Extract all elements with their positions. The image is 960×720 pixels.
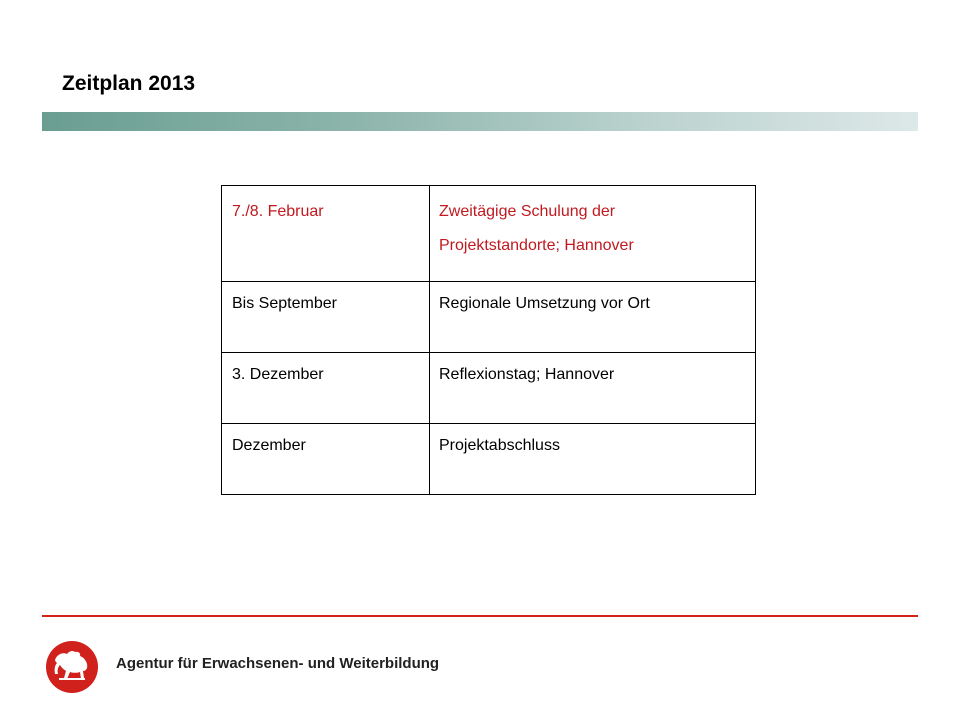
table-row	[222, 424, 756, 495]
table-row	[222, 282, 756, 353]
schedule-description-cell: Reflexionstag; Hannover	[430, 353, 756, 424]
table-row	[222, 186, 756, 282]
schedule-date-cell: 7./8. Februar	[222, 186, 430, 282]
table-row	[222, 353, 756, 424]
description-line: Zweitägige Schulung der	[439, 203, 616, 220]
schedule-description-cell: Projektabschluss	[430, 424, 756, 495]
title-gradient-bar	[42, 112, 918, 131]
lower-saxony-horse-icon	[45, 640, 99, 694]
slide-title: Zeitplan 2013	[62, 72, 196, 95]
schedule-date-cell: Dezember	[222, 424, 430, 495]
schedule-description-cell: Regionale Umsetzung vor Ort	[430, 282, 756, 353]
description-line: Projektstandorte; Hannover	[439, 237, 634, 254]
schedule-description-cell	[430, 186, 756, 282]
footer-divider	[42, 615, 918, 617]
schedule-date-cell: Bis September	[222, 282, 430, 353]
schedule-date-cell: 3. Dezember	[222, 353, 430, 424]
schedule-table	[221, 185, 756, 495]
organization-name: Agentur für Erwachsenen- und Weiterbildung	[116, 655, 440, 672]
